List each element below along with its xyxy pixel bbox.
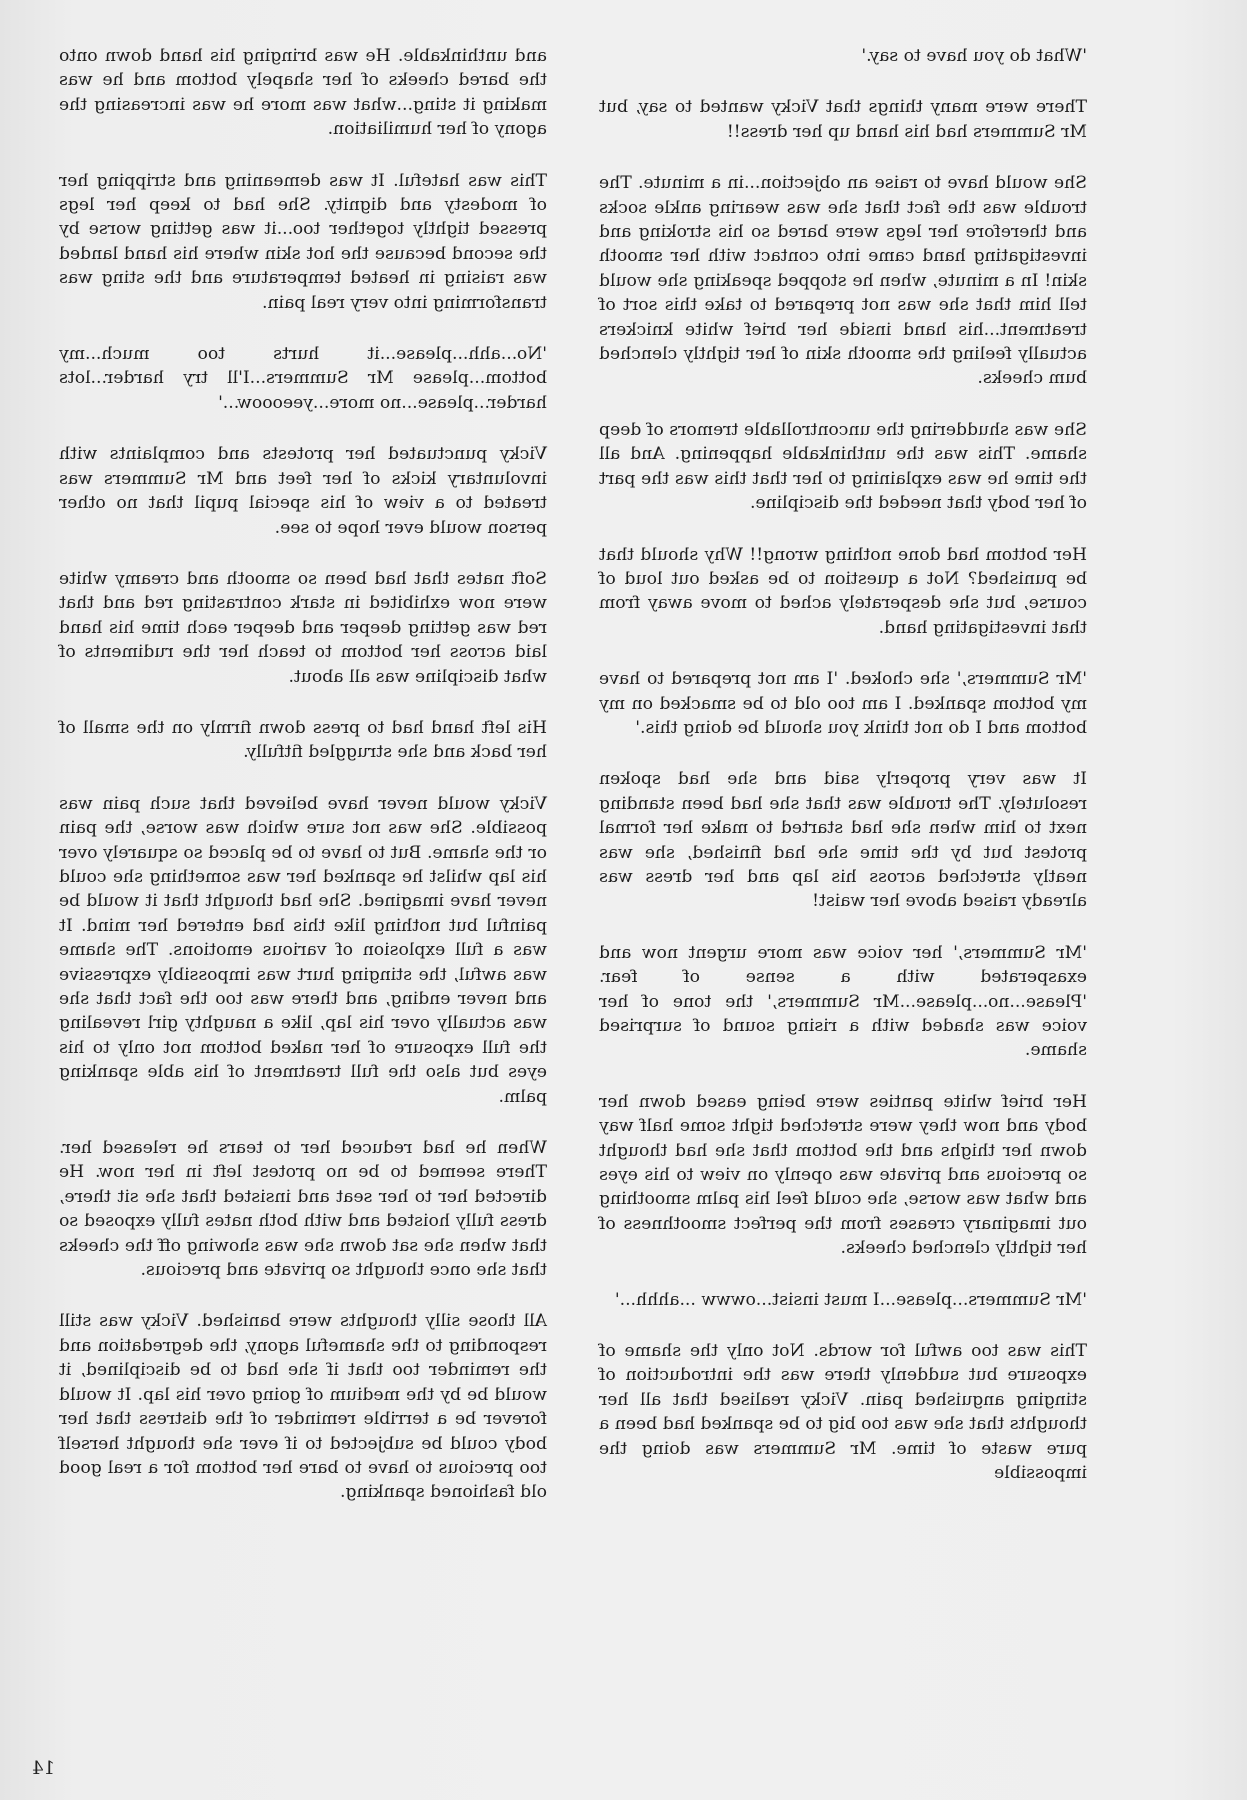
paragraph: It was very properly said and she had spoken resolutely. The trouble was that she had been standing next to him when she had started to make her formal protest but by the time she had finished, she was neatly stretched across his lap and her dress was already raised above her waist! [599,769,1087,912]
paragraph: 'Mr Summers...please...I must insist...owww ...ahhh...' [614,1289,1087,1310]
paragraph: All those silly thoughts were banished. Vicky was still responding to the shameful agony, the degredation and the reminder too that if she had to be disciplined, it would be by the medium of going over his lap. It would forever be a terrible reminder of the distress that her body could be subjected to if ever she thought herself too precious to have to bare her bottom for a real good old fashioned spanking. [59,1311,547,1503]
paragraph: There were many things that Vicky wanted to say, but Mr Summers had his hand up her dress!! [599,97,1087,142]
paragraph: 'Mr Summers,' her voice was more urgent now and exasperated with a sense of fear. 'Please...no...please...Mr Summers,' the tone of her voice was shaded with a rising sound of surprised shame. [599,942,1087,1061]
paragraph: When he had reduced her to tears he released her. There seemed to be no protest left in her now. He directed her to her seat and insisted that she sit there, dress fully hoisted and with both nates fully exposed so that when she sat down she was showing off the cheeks that she once thought so private and precious. [59,1138,547,1281]
left-text-column [599,44,1087,1513]
paragraph: This was hateful. It was demeaning and stripping her of modesty and dignity. She had to keep her legs pressed tightly together too...it was getting worse by the second because the hot skin where his hand landed was raising in heated temperature and the sting was transforming into very real pain. [59,170,547,313]
paragraph: 'What do you have to say.' [861,46,1087,66]
paragraph: Soft nates that had been so smooth and creamy white were now exhibited in stark contrasting red and that red was getting deeper and deeper each time his hand laid across her bottom to teach her the rudiments of what discipline was all about. [59,568,547,687]
paragraph: This was too awful for words. Not only the shame of exposure but suddenly there was the introduction of stinging anguished pain. Vicky realised that all her thoughts that she was too big to be spanked had been a pure waste of time. Mr Summers was doing the impossible [599,1341,1087,1484]
page-number: 14 [32,1758,55,1779]
paragraph: 'Mr Summers,' she choked. 'I am not prepared to have my bottom spanked. I am too old to be smacked on my bottom and I do not think you should be doing this.' [599,669,1087,738]
paragraph: She would have to raise an objection...in a minute. The trouble was the fact that she was wearing ankle socks and therefore her legs were bared so his stroking and investigating hand came into contact with her smooth skin! In a minute, when he stopped speaking she would tell him that she was not prepared to take this sort of treatment...his hand inside her brief white knickers actually feeling the smooth skin of her tightly clenched bum cheeks. [599,173,1087,389]
paragraph: She was shuddering the uncontrollable tremors of deep shame. This was the unthinkable happening. And all the time he was explaining to her that this was the part of her body that needed the discipline. [599,419,1087,514]
paragraph: 'No...ahh...please...it hurts too much...my bottom...please Mr Summers...I'll try harder...lots harder...please...no more...yeeooow...' [59,344,547,413]
paragraph: His left hand had to press down firmly on the small of her back and she struggled fitfully. [59,717,547,763]
paragraph: Her brief white panties were being eased down her body and now they were stretched tight some half way down her thighs and the bottom that she had thought so precious and private was openly on view to his eyes and what was worse, she could feel his palm smoothing out imaginary creases from the perfect smoothness of her tightly clenched cheeks. [599,1091,1087,1259]
paragraph: Her bottom had done nothing wrong!! Why should that be punished? Not a question to be asked out loud of course, but she desperately ached to move away from that investigating hand. [599,544,1087,638]
paragraph: and unthinkable. He was bringing his hand down onto the bared cheeks of her shapely bottom and he was making it sting...what was more he was increasing the agony of her humiliation. [59,46,547,140]
paragraph: Vicky punctuated her protests and complaints with involuntary kicks of her feet and Mr Summers was treated to a view of his special pupil that no other person would ever hope to see. [59,444,547,538]
paragraph: Vicky would never have believed that such pain was possible. She was not sure which was worse, the pain or the shame. But to have to be placed so squarely over his lap whilst he spanked her was something she could never have imagined. She had thought that it would be painful but nothing like this had entered her mind. It was a full explosion of various emotions. The shame was awful, the stinging hurt was impossibly expressive and never ending, and there was too the fact that she was actually over his lap, like a naughty girl revealing the full exposure of her naked bottom not only to his eyes but also the full treatment of his able spanking palm. [59,793,547,1107]
right-text-column [59,44,547,1532]
